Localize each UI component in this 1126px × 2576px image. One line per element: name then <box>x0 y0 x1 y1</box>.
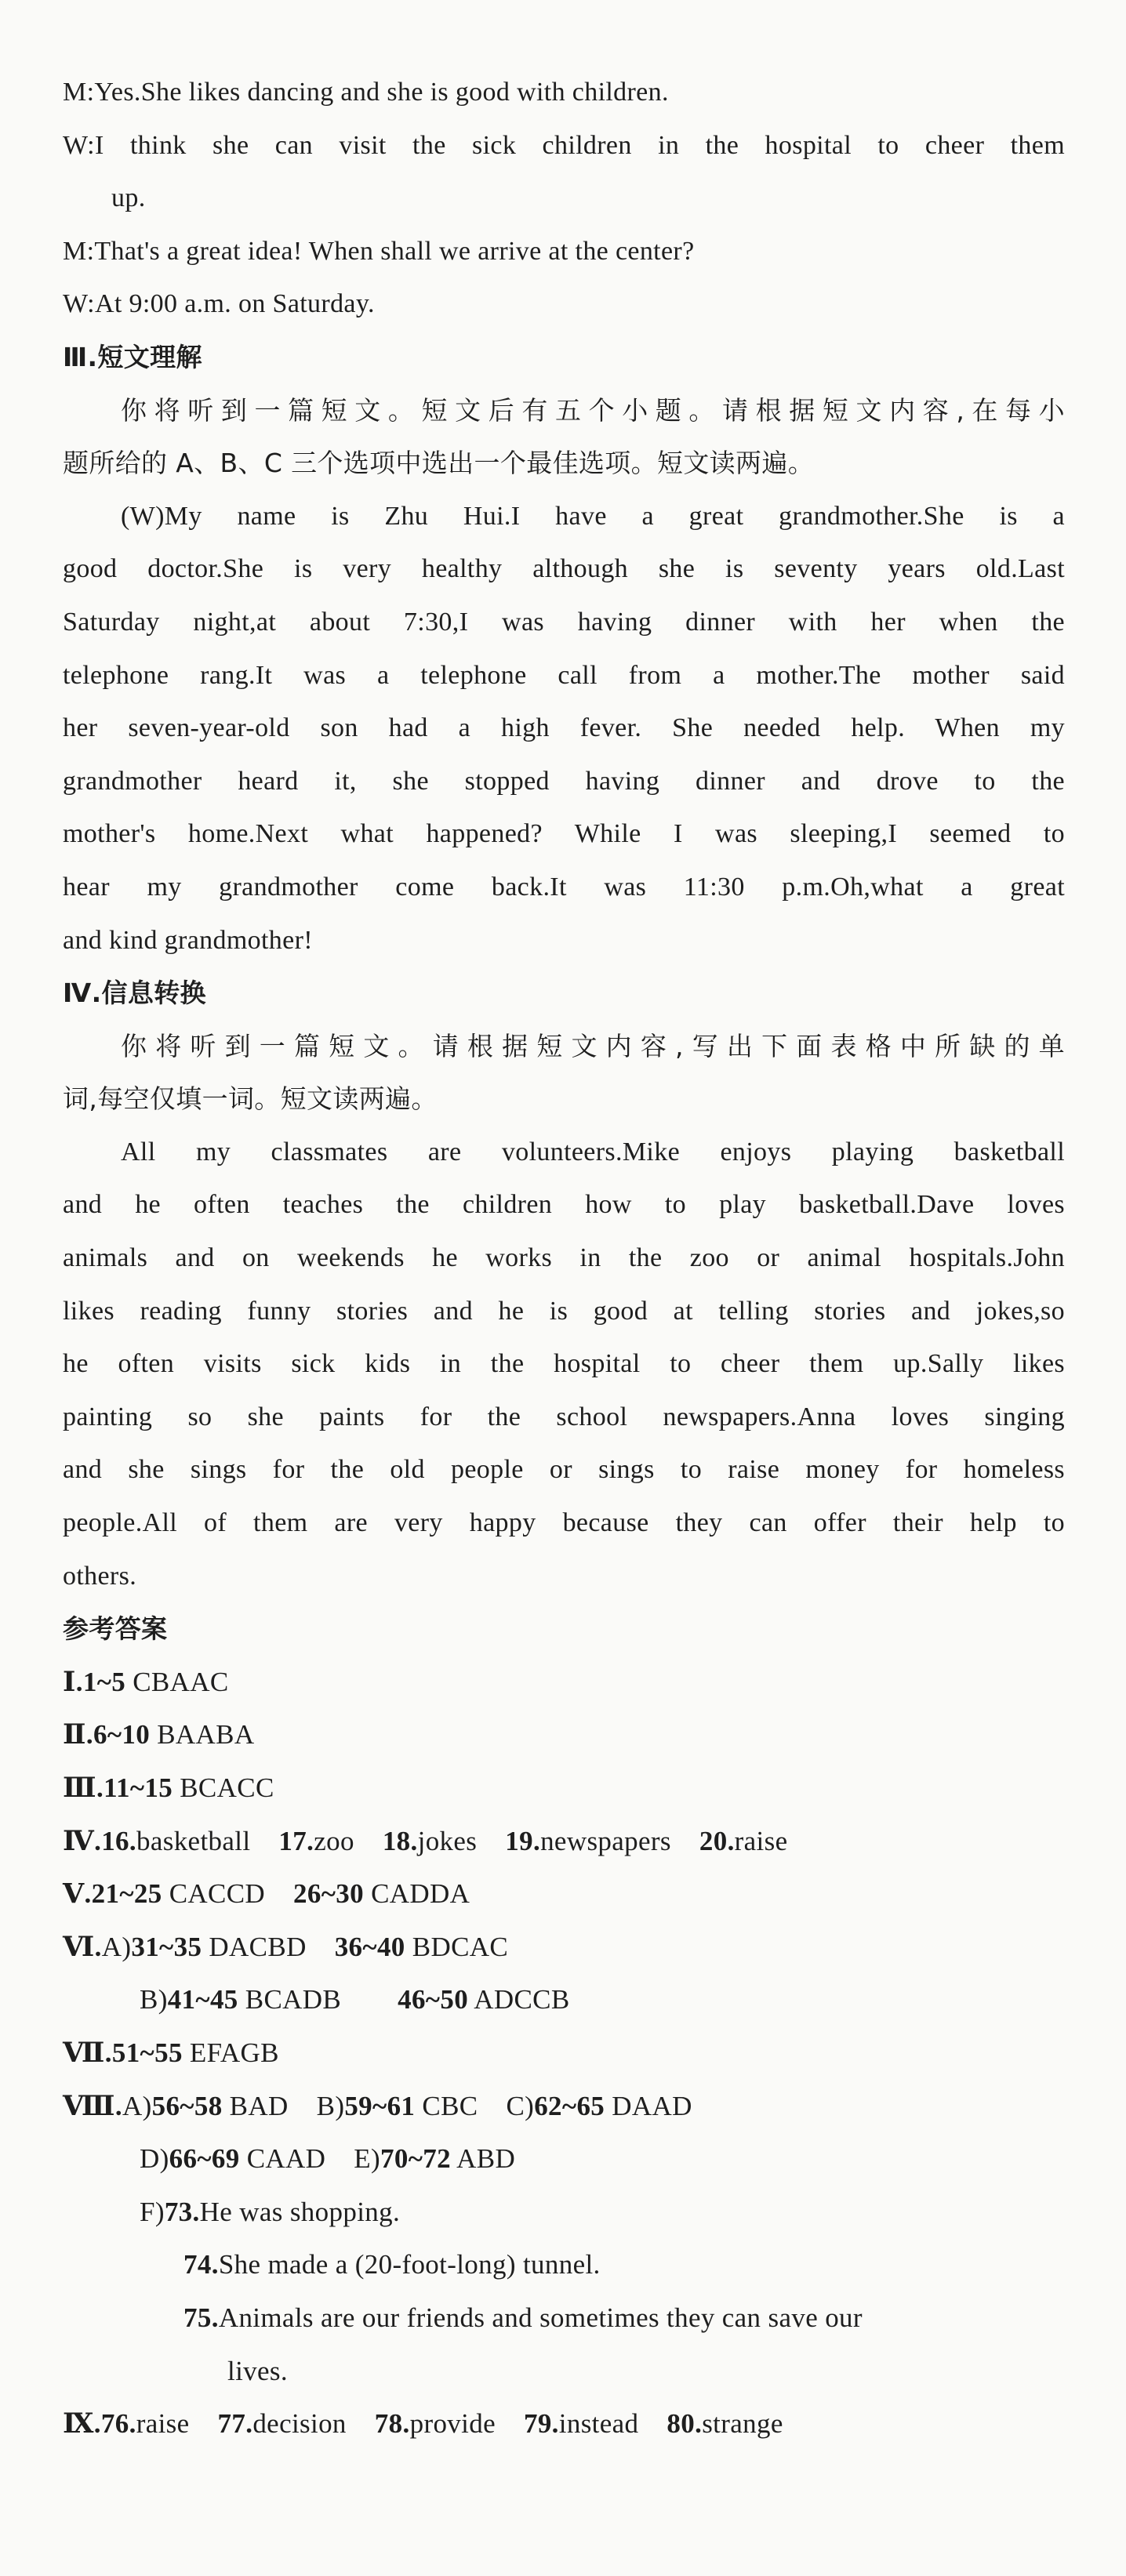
answer-row-7: Ⅶ.51~55 EFAGB <box>63 2037 279 2068</box>
answer-letters: ABD <box>456 2143 516 2175</box>
answer-letters: CACCD <box>169 1878 266 1910</box>
question-range: 26~30 <box>293 1878 364 1910</box>
answer-number: 79 <box>523 2408 552 2440</box>
answer-row-8d <box>63 2132 1065 2186</box>
answer-letters: CBC <box>422 2090 478 2121</box>
answer-word: strange <box>702 2408 783 2440</box>
dialogue-line: W:At 9:00 a.m. on Saturday. <box>63 289 375 319</box>
answer-sentence: Animals are our friends and sometimes they can save our <box>218 2302 863 2333</box>
answer-word: decision <box>252 2408 347 2440</box>
question-range: 6~10 <box>93 1719 151 1751</box>
roman-numeral: Ⅶ <box>63 2037 105 2068</box>
section-heading: Ⅳ.信息转换 <box>63 978 206 1009</box>
answer-number: 20 <box>699 1825 728 1856</box>
answer-sentence: She made a (20-foot-long) tunnel. <box>218 2249 601 2280</box>
part-label: E) <box>354 2143 381 2175</box>
answer-number: 18 <box>382 1825 411 1856</box>
answer-word: raise <box>734 1825 788 1856</box>
passage-line: hear my grandmother come back.It was 11:30 p.m.Oh,what a great <box>63 872 1065 902</box>
part-label: B) <box>316 2090 345 2121</box>
answer-letters: CAAD <box>246 2143 326 2175</box>
question-range: 62~65 <box>534 2090 605 2121</box>
answer-row-2: Ⅱ.6~10 BAABA <box>63 1719 255 1751</box>
answer-number: 73 <box>164 2196 193 2227</box>
answer-letters: ADCCB <box>474 1984 570 2015</box>
answer-word: newspapers <box>540 1825 671 1856</box>
dialogue-line: W:I think she can visit the sick children in the hospital to cheer them <box>63 130 1065 160</box>
answer-letters: BAD <box>229 2090 289 2121</box>
passage-line: and he often teaches the children how to play basketball.Dave loves <box>63 1190 1065 1220</box>
answer-number: 77 <box>217 2408 246 2440</box>
answer-letters: DAAD <box>612 2090 692 2121</box>
roman-numeral: Ⅴ <box>63 1878 85 1910</box>
passage-line: and she sings for the old people or sings to raise money for homeless <box>63 1455 1065 1485</box>
answer-letters: BDCAC <box>412 1931 509 1962</box>
dialogue-line: up. <box>111 183 146 213</box>
passage-line: painting so she paints for the school newspapers.Anna loves singing <box>63 1402 1065 1431</box>
answer-number: 76 <box>100 2408 129 2440</box>
answer-row-8a: Ⅷ.A)56~58 BAD B)59~61 CBC C)62~65 DAAD <box>63 2090 692 2121</box>
part-label: C) <box>506 2090 535 2121</box>
answer-row-9: Ⅸ.76.raise 77.decision 78.provide 79.instead 80.strange <box>63 2408 783 2440</box>
answer-letters: EFAGB <box>189 2037 279 2068</box>
answer-number: 17 <box>278 1825 307 1856</box>
roman-numeral: Ⅸ <box>63 2408 94 2440</box>
instruction-line: 题所给的 A、B、C 三个选项中选出一个最佳选项。短文读两遍。 <box>63 448 815 479</box>
question-range: 41~45 <box>167 1984 238 2015</box>
answer-row-73: F)73.He was shopping. <box>140 2196 401 2227</box>
answer-number: 75 <box>183 2302 212 2333</box>
passage-line: telephone rang.It was a telephone call from a mother.The mother said <box>63 660 1065 690</box>
passage-line: All my classmates are volunteers.Mike enjoys playing basketball <box>121 1137 1065 1166</box>
passage-line: others. <box>63 1561 137 1591</box>
question-range: 56~58 <box>151 2090 223 2121</box>
passage-line: grandmother heard it, she stopped having dinner and drove to the <box>63 766 1065 796</box>
roman-numeral: Ⅰ <box>63 1666 76 1697</box>
dialogue-line: M:That's a great idea! When shall we arrive at the center? <box>63 236 695 266</box>
question-range: 59~61 <box>344 2090 416 2121</box>
instruction-line: 词,每空仅填一词。短文读两遍。 <box>63 1083 438 1115</box>
answer-letters: CADDA <box>371 1878 470 1910</box>
answer-row-75-cont <box>63 2345 1065 2398</box>
answer-letters: BAABA <box>157 1719 255 1751</box>
passage-line: he often visits sick kids in the hospital to cheer them up.Sally likes <box>63 1349 1065 1379</box>
answer-letters: BCADB <box>245 1984 342 2015</box>
answer-sentence: lives. <box>227 2355 288 2386</box>
part-label: A) <box>122 2090 152 2121</box>
answer-number: 19 <box>505 1825 533 1856</box>
answer-row-5: Ⅴ.21~25 CACCD 26~30 CADDA <box>63 1878 470 1910</box>
answer-word: zoo <box>314 1825 354 1856</box>
instruction-line: 你将听到一篇短文。短文后有五个小题。请根据短文内容,在每小 <box>121 394 1065 426</box>
passage-line: (W)My name is Zhu Hui.I have a great grandmother.She is a <box>121 501 1065 531</box>
part-label: A) <box>101 1931 132 1962</box>
instruction-line: 你将听到一篇短文。请根据短文内容,写出下面表格中所缺的单 <box>121 1030 1065 1061</box>
answer-number: 74 <box>183 2249 212 2280</box>
question-range: 1~5 <box>82 1666 126 1697</box>
answer-row-6a: Ⅵ.A)31~35 DACBD 36~40 BDCAC <box>63 1931 509 1962</box>
question-range: 51~55 <box>111 2037 183 2068</box>
question-range: 66~69 <box>169 2143 240 2175</box>
roman-numeral: Ⅱ <box>63 1719 86 1751</box>
part-label: B) <box>140 1984 168 2015</box>
answer-word: jokes <box>417 1825 478 1856</box>
passage-line: mother's home.Next what happened? While I was sleeping,I seemed to <box>63 819 1065 849</box>
section-heading: Ⅲ.短文理解 <box>63 341 202 372</box>
answer-key-heading: 参考答案 <box>63 1613 168 1645</box>
answer-letters: BCACC <box>180 1772 274 1803</box>
answer-word: instead <box>558 2408 639 2440</box>
answer-row-75: 75.Animals are our friends and sometimes they can save our <box>183 2302 863 2333</box>
answer-number: 80 <box>667 2408 696 2440</box>
question-range: 70~72 <box>380 2143 451 2175</box>
page-content <box>63 66 1065 2451</box>
dialogue-line: M:Yes.She likes dancing and she is good with children. <box>63 78 669 107</box>
answer-word: basketball <box>136 1825 251 1856</box>
roman-numeral: Ⅷ <box>63 2090 115 2121</box>
question-range: 31~35 <box>131 1931 202 1962</box>
question-range: 46~50 <box>398 1984 469 2015</box>
part-label: F) <box>140 2196 165 2227</box>
passage-line: Saturday night,at about 7:30,I was having dinner with her when the <box>63 607 1065 637</box>
answer-row-4: Ⅳ.16.basketball 17.zoo 18.jokes 19.newspapers 20.raise <box>63 1825 788 1856</box>
roman-numeral: Ⅵ <box>63 1931 95 1962</box>
answer-number: 16 <box>101 1825 129 1856</box>
answer-word: provide <box>409 2408 496 2440</box>
answer-letters: CBAAC <box>133 1666 229 1697</box>
passage-line: people.All of them are very happy because they can offer their help to <box>63 1508 1065 1538</box>
answer-number: 78 <box>374 2408 403 2440</box>
passage-line: likes reading funny stories and he is good at telling stories and jokes,so <box>63 1296 1065 1326</box>
answer-letters: DACBD <box>209 1931 307 1962</box>
passage-line: animals and on weekends he works in the zoo or animal hospitals.John <box>63 1243 1065 1273</box>
answer-sentence: He was shopping. <box>199 2196 401 2227</box>
answer-row-74: 74.She made a (20-foot-long) tunnel. <box>183 2249 601 2280</box>
answer-row-1: Ⅰ.1~5 CBAAC <box>63 1666 229 1697</box>
question-range: 21~25 <box>91 1878 162 1910</box>
part-label: D) <box>140 2143 169 2175</box>
question-range: 36~40 <box>334 1931 405 1962</box>
answer-row-6b <box>63 1973 1065 2026</box>
passage-line: good doctor.She is very healthy although she is seventy years old.Last <box>63 554 1065 584</box>
roman-numeral: Ⅳ <box>63 1825 95 1856</box>
question-range: 11~15 <box>104 1772 173 1803</box>
answer-row-3: Ⅲ.11~15 BCACC <box>63 1772 274 1803</box>
passage-line: her seven-year-old son had a high fever. She needed help. When my <box>63 713 1065 743</box>
roman-numeral: Ⅲ <box>63 1772 96 1803</box>
passage-line: and kind grandmother! <box>63 925 313 955</box>
answer-word: raise <box>136 2408 190 2440</box>
